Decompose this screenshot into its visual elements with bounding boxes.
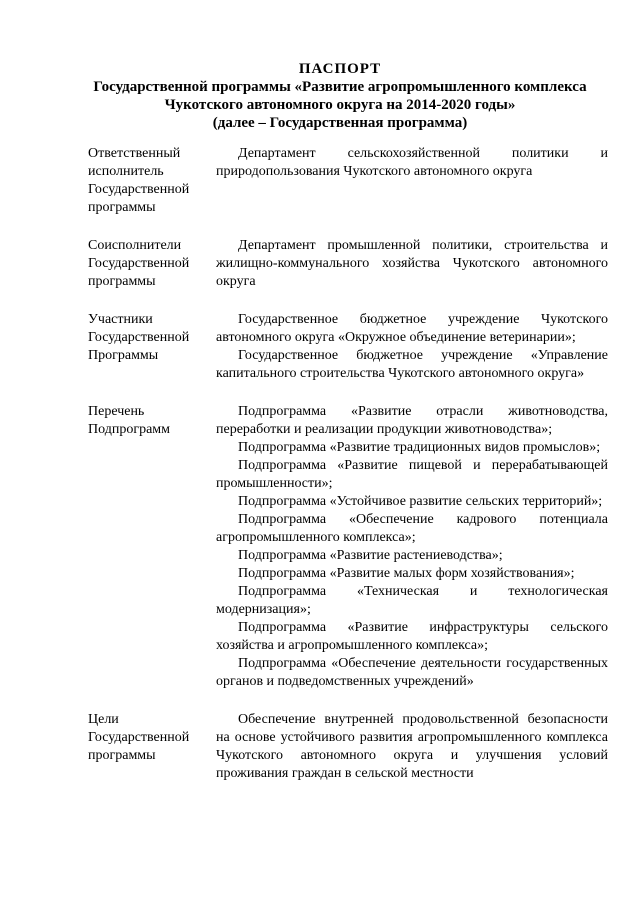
row-paragraph: Подпрограмма «Развитие пищевой и перерабатывающей промышленности»;: [216, 458, 608, 491]
row-paragraph: Подпрограмма «Развитие растениеводства»;: [238, 548, 503, 563]
row-label-line: Перечень: [88, 404, 145, 419]
row-content: [216, 311, 608, 383]
row-label-line: Ответственный: [88, 146, 181, 161]
document-title: ПАСПОРТ: [298, 61, 382, 77]
row-content: [216, 145, 608, 217]
row-paragraph: Государственное бюджетное учреждение «Управление капитального строительства Чукотского автономного округа»: [216, 348, 608, 381]
row-label-line: Цели: [88, 712, 119, 727]
row-paragraph: Подпрограмма «Развитие малых форм хозяйствования»;: [238, 566, 575, 581]
document-subtitle-line-2: Чукотского автономного округа на 2014-2020 годы»: [164, 97, 516, 113]
row-label-line: Государственной: [88, 182, 190, 197]
row-label-line: Подпрограмм: [88, 422, 170, 437]
passport-row: [88, 403, 608, 691]
passport-row: [88, 237, 608, 291]
row-label-line: программы: [88, 274, 156, 289]
row-label-line: Государственной: [88, 330, 190, 345]
row-content: [216, 237, 608, 291]
row-label-line: Государственной: [88, 256, 190, 271]
passport-row: [88, 711, 608, 783]
row-paragraph: Государственное бюджетное учреждение Чукотского автономного округа «Окружное объединение ветеринарии»;: [216, 312, 608, 345]
document-subtitle-line-3: (далее – Государственная программа): [212, 115, 468, 131]
row-label-line: программы: [88, 748, 156, 763]
passport-row: [88, 311, 608, 383]
row-label-line: Соисполнители: [88, 238, 182, 253]
passport-row: [88, 145, 608, 217]
row-paragraph: Департамент сельскохозяйственной политики и природопользования Чукотского автономного округа: [216, 146, 608, 179]
document-header: [60, 60, 620, 132]
row-label: [88, 711, 216, 783]
row-paragraph: Подпрограмма «Обеспечение кадрового потенциала агропромышленного комплекса»;: [216, 512, 608, 545]
passport-table: [88, 145, 608, 803]
row-paragraph: Подпрограмма «Развитие традиционных видов промыслов»;: [238, 440, 601, 455]
document-subtitle-line-1: Государственной программы «Развитие агропромышленного комплекса: [93, 79, 587, 95]
row-label-line: Программы: [88, 348, 159, 363]
row-label: [88, 403, 216, 691]
row-label: [88, 145, 216, 217]
row-label-line: программы: [88, 200, 156, 215]
row-content: [216, 711, 608, 783]
row-label: [88, 311, 216, 383]
row-paragraph: Подпрограмма «Обеспечение деятельности государственных органов и подведомственных учреждений»: [216, 656, 608, 689]
row-paragraph: Подпрограмма «Техническая и технологическая модернизация»;: [216, 584, 608, 617]
row-label: [88, 237, 216, 291]
row-paragraph: Подпрограмма «Развитие отрасли животноводства, переработки и реализации продукции животноводства»;: [216, 404, 608, 437]
row-label-line: Участники: [88, 312, 153, 327]
row-paragraph: Департамент промышленной политики, строительства и жилищно-коммунального хозяйства Чукотского автономного округа: [216, 238, 608, 289]
row-paragraph: Подпрограмма «Устойчивое развитие сельских территорий»;: [238, 494, 603, 509]
row-label-line: Государственной: [88, 730, 190, 745]
row-paragraph: Обеспечение внутренней продовольственной безопасности на основе устойчивого развития агропромышленного комплекса Чукотского автономного округа и улучшения условий проживания граждан в сельской местности: [216, 712, 608, 781]
row-label-line: исполнитель: [88, 164, 164, 179]
row-content: [216, 403, 608, 691]
row-paragraph: Подпрограмма «Развитие инфраструктуры сельского хозяйства и агропромышленного комплекса»;: [216, 620, 608, 653]
